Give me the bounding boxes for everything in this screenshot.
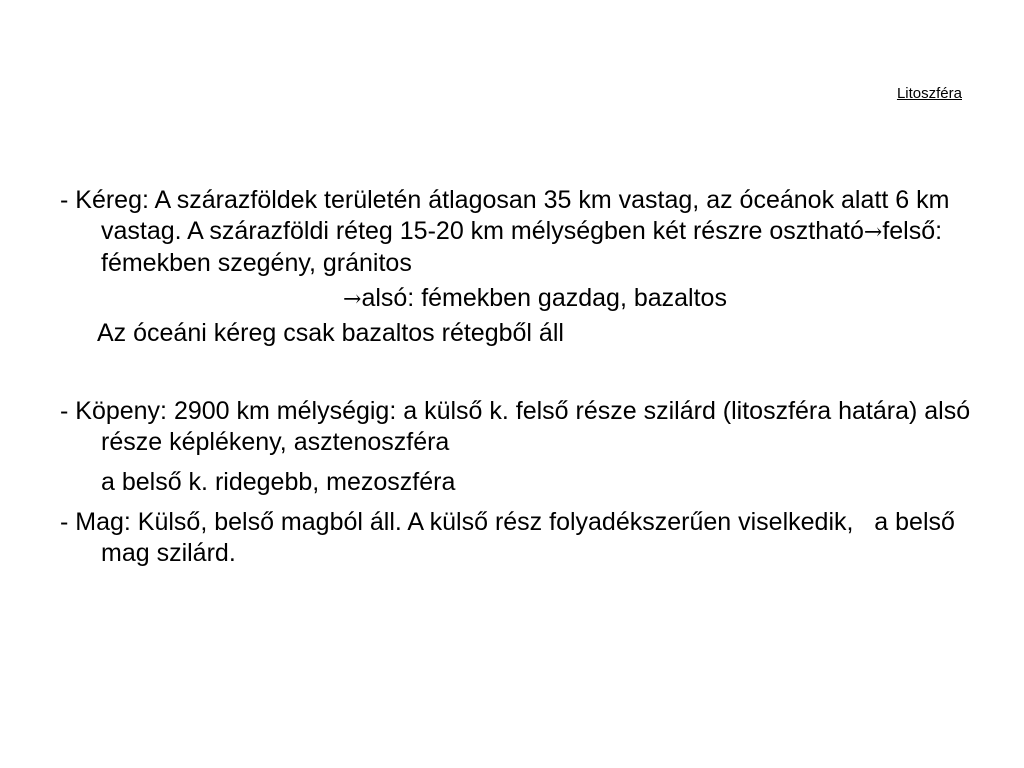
arrow-icon: → — [343, 287, 362, 312]
core-paragraph: - Mag: Külső, belső magból áll. A külső rész folyadékszerűen viselkedik, a belső mag szilárd. — [60, 508, 962, 567]
crust-paragraph — [60, 185, 990, 279]
crust-text: - Kéreg: A szárazföldek területén átlagosan 35 km vastag, az óceánok alatt 6 km vastag. A szárazföldi réteg 15-20 km mélységben két részre osztható — [60, 186, 950, 245]
mantle-paragraph: - Köpeny: 2900 km mélységig: a külső k. felső része szilárd (litoszféra határa) alsó része képlékeny, asztenoszféra — [60, 397, 971, 456]
arrow-icon: → — [863, 220, 883, 245]
litoszfera-link[interactable]: Litoszféra — [896, 85, 962, 102]
crust-lower-text: alsó: fémekben gazdag, bazaltos — [361, 284, 727, 312]
crust-upper-text: felső: fémekben szegény, gránitos — [101, 217, 943, 277]
oceanic-crust-paragraph: Az óceáni kéreg csak bazaltos rétegből áll — [97, 319, 564, 347]
mantle-inner-paragraph: a belső k. ridegebb, mezoszféra — [101, 468, 456, 496]
slide-body — [60, 185, 990, 569]
crust-lower-paragraph — [60, 283, 990, 315]
